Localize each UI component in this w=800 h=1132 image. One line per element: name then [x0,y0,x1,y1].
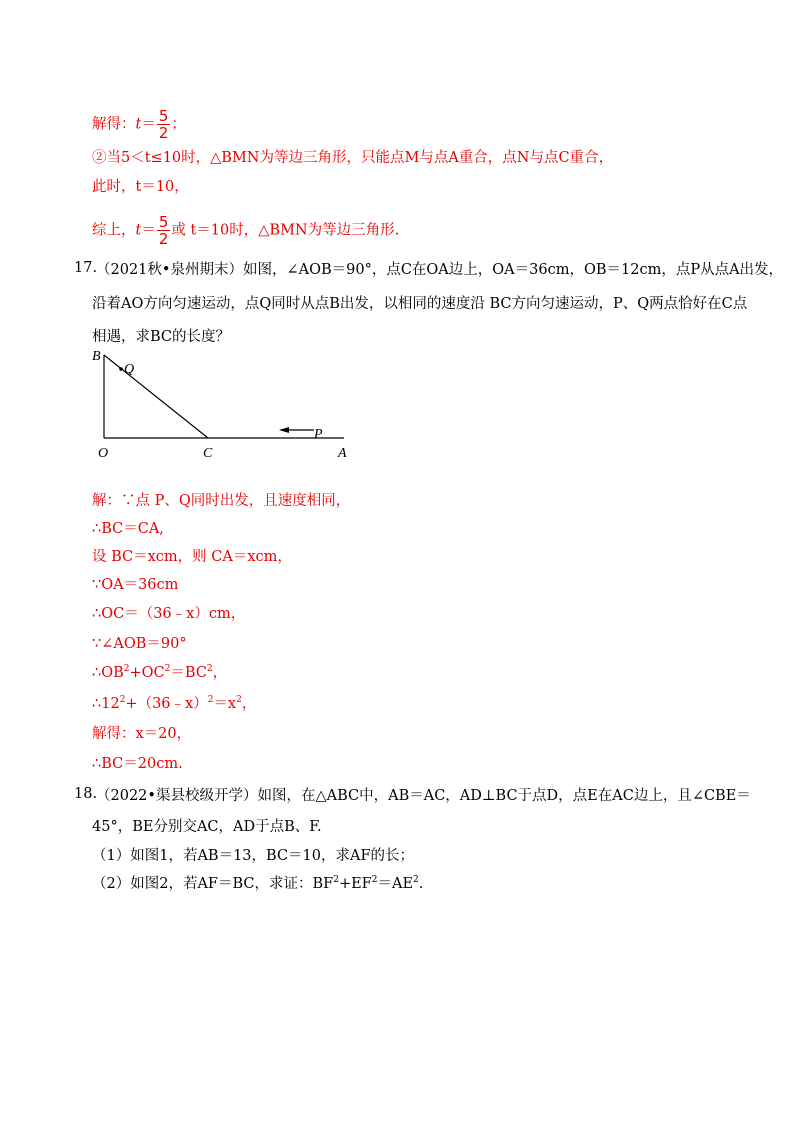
question18-line2: 45°，BE分别交AC，AD于点B、F. [92,819,322,835]
geometry-figure [84,345,364,460]
question17-line3: 相遇，求BC的长度？ [92,329,231,345]
variable-t: t [135,116,142,133]
solution17-step: 设 BC＝xcm，则 CA＝xcm， [92,549,292,565]
label-O: O [98,446,109,460]
solution-text: 解得： [92,116,136,133]
solution17-step: 解：∵点 P、Q同时出发，且速度相同， [92,493,351,509]
equals-sign: ＝ [141,116,156,133]
label-Q: Q [124,362,135,377]
fraction: $\frac{5}{2}$ [158,107,169,142]
solution17-step: ∵∠AOB＝90° [92,636,187,652]
solution17-step: $\therefore OB^2+OC^2=BC^2$， [92,664,228,681]
label-P: P [314,427,323,442]
question-number: 17. [74,260,98,276]
solution17-step: $\therefore 12^2+(36﹣x)^2=x^2$， [92,695,257,712]
solution16-line1: 解得：t＝ $\frac{5}{2}$ ； [92,107,186,142]
solution17-step: ∴OC＝（36﹣x）cm， [92,606,246,622]
solution17-step: ∴BC＝20cm. [92,756,183,772]
solution17-step: ∴BC＝CA, [92,521,164,537]
arrow-left-icon [279,427,289,433]
question18-line1: （2022•渠县校级开学）如图，在△ABC中，AB＝AC，AD⊥BC于点D，点E在AC边上，且∠CBE＝ [96,788,751,804]
label-C: C [203,446,213,460]
fraction: $\frac{5}{2}$ [158,213,169,248]
label-A: A [338,446,347,460]
label-B: B [92,349,101,364]
segment-BC [104,355,208,438]
solution17-step: 解得：x＝20， [92,726,192,742]
question-number: 18. [74,786,98,802]
solution16-line3: 此时，t＝10， [92,179,189,195]
question18-part1: （1）如图1，若AB＝13，BC＝10，求AF的长； [92,848,415,864]
question18-part2: （2）如图2，若AF＝BC，求证：$BF^2+EF^2=AE^2$. [92,875,424,892]
question17-line1: （2021秋•泉州期末）如图，∠AOB＝90°，点C在OA边上，OA＝36cm，OB＝12cm，点P从点A出发， [96,262,784,278]
solution16-line4: 综上，t＝ $\frac{5}{2}$ 或 t＝10时，△BMN为等边三角形. [92,213,400,248]
point-Q [119,367,123,371]
solution17-step: ∵OA＝36cm [92,577,179,593]
question17-line2: 沿着AO方向匀速运动，点Q同时从点B出发，以相同的速度沿 BC方向匀速运动，P、Q两点恰好在C点 [92,296,748,312]
solution16-line2: ②当5＜t≤10时，△BMN为等边三角形，只能点M与点A重合，点N与点C重合， [92,150,614,166]
